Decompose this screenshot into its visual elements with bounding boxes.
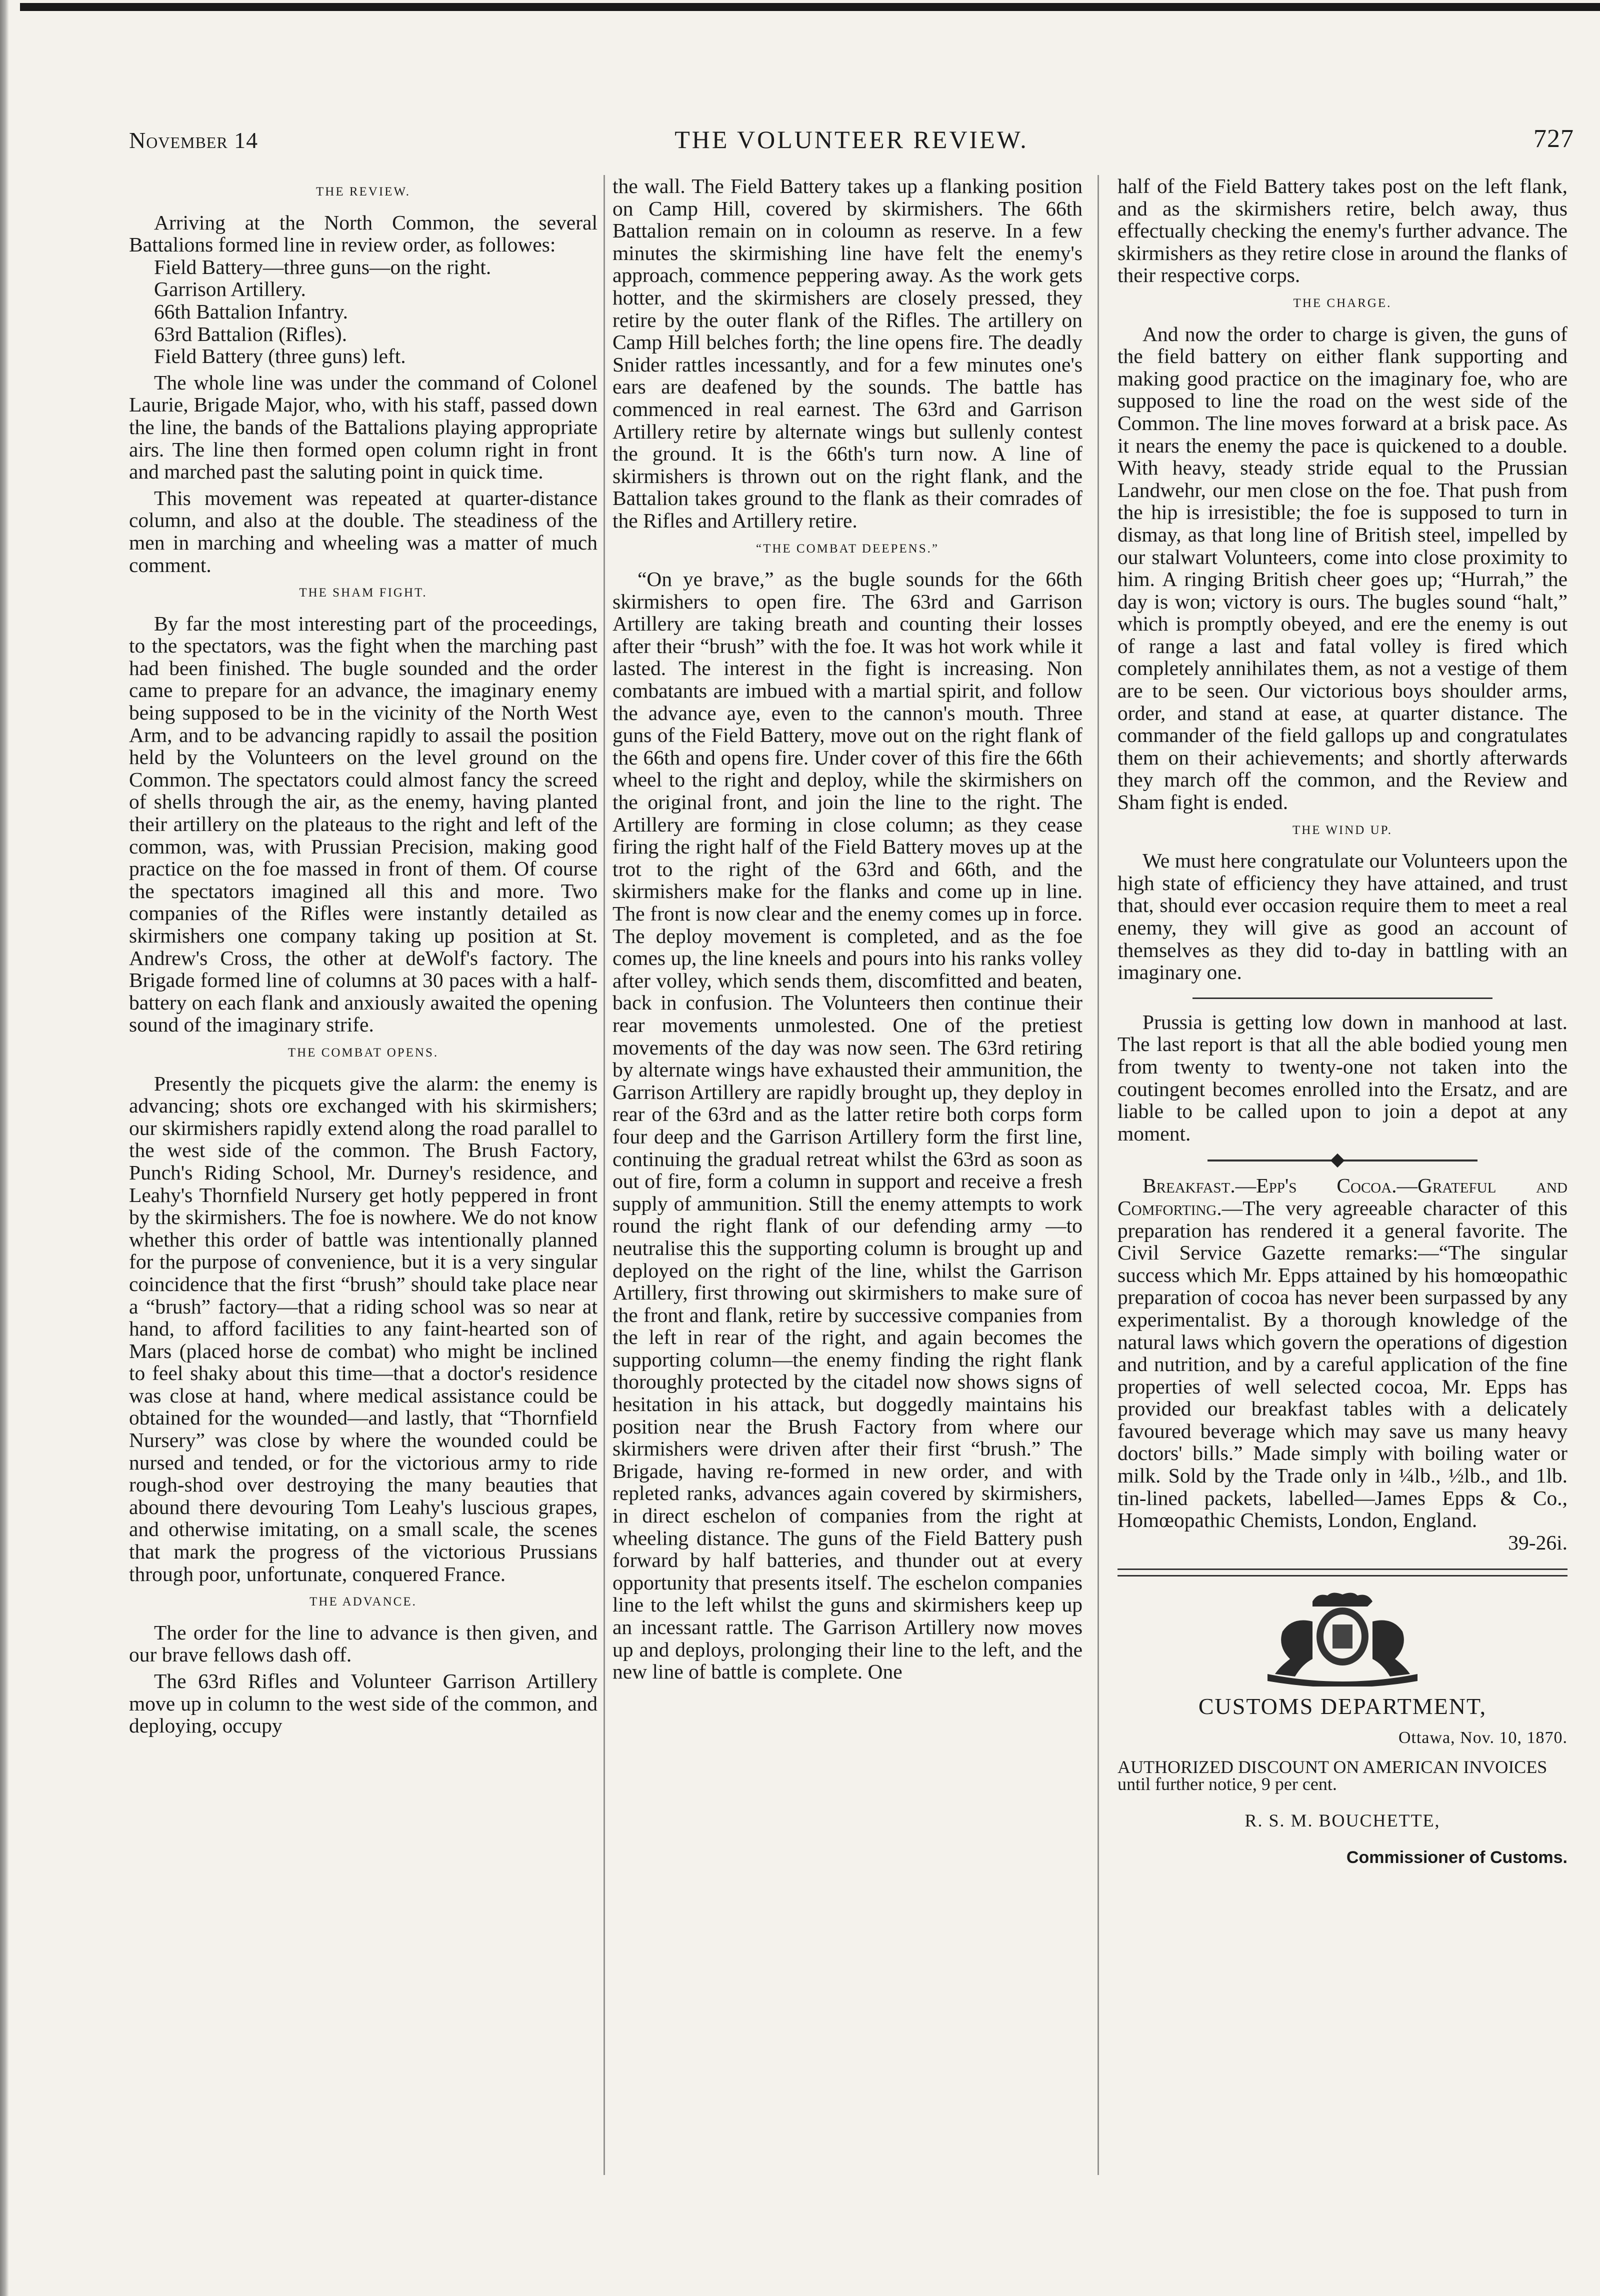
paragraph: The 63rd Rifles and Volunteer Garrison Artillery move up in column to the west side of the common, and deploying, occupy	[129, 1670, 598, 1738]
column-rule-2	[1098, 175, 1099, 2175]
ad-body: —The very agreeable character of this preparation has rendered it a general favorite. The Civil Service Gazette remarks:—“The singular success which Mr. Epps attained by his homœopathic preparation of cocoa has never been surpassed by any experimentalist. By a thorough knowledge of the natural laws which govern the operations of digestion and nutrition, and by a careful application of the fine properties of well selected cocoa, Mr. Epps has provided our breakfast tables with a delicately favoured beverage which may save us many heavy doctors' bills.” Made simply with boiling water or milk. Sold by the Trade only in ¼lb., ½lb., and 1lb. tin-lined packets, labelled—James Epps & Co., Homœopathic Chemists, London, England.	[1118, 1196, 1568, 1532]
paragraph: the wall. The Field Battery takes up a flanking position on Camp Hill, covered by skirmishers. The 66th Battalion remain on in coloumn as reserve. In a few minutes the skirmishing line have felt the enemy's approach, commence peppering away. As the work gets hotter, and the skirmishers are closely pressed, they retire by the outer flank of the Rifles. The artillery on Camp Hill belches forth; the line opens fire. The deadly Snider rattles incessantly, and for a few minutes one's ears are deafened by the sounds. The battle has commenced in real earnest. The 63rd and Garrison Artillery retire by alternate wings but sullenly contest the ground. It is the 66th's turn now. A line of skirmishers is thrown out on the right flank, and the Battalion takes ground to the flank as their comrades of the Rifles and Artillery retire.	[612, 174, 1082, 532]
paragraph: The whole line was under the command of Colonel Laurie, Brigade Major, who, with his staff, passed down the line, the bands of the Battalions playing appropriate airs. The line then formed open column right in front and marched past the saluting point in quick time.	[129, 370, 598, 484]
royal-coat-of-arms-icon	[1238, 1592, 1448, 1686]
ad-heading: Breakfast.—Epp's Cocoa.—Grateful and Comforting.	[1118, 1174, 1568, 1220]
top-border-rule	[20, 3, 1600, 11]
customs-date: Ottawa, Nov. 10, 1870.	[1398, 1728, 1568, 1748]
column-2	[612, 175, 1082, 1683]
list-item: 63rd Battalion (Rifles).	[154, 322, 348, 346]
page-number: 727	[1534, 124, 1574, 153]
divider	[1192, 998, 1492, 999]
prussia-paragraph: Prussia is getting low down in manhood at last. The last report is that all the able bodied young men from twenty to twenty-one not taken into the coutingent becomes enrolled into the Ersatz, and are liable to be called upon to join a depot at any moment.	[1118, 1010, 1568, 1145]
paragraph: This movement was repeated at quarter-distance column, and also at the double. The steadiness of the men in marching and wheeling was a matter of much comment.	[129, 486, 598, 576]
section-heading-combat-opens: THE COMBAT OPENS.	[288, 1046, 439, 1060]
section-heading-review: THE REVIEW.	[316, 185, 410, 198]
paragraph: By far the most interesting part of the proceedings, to the spectators, was the fight when the marching past had been finished. The bugle sounded and the order came to prepare for an advance, the imaginary enemy being supposed to be in the vicinity of the North West Arm, and to be advancing rapidly to assail the position held by the Volunteers on the level ground on the Common. The spectators could almost fancy the screed of shells through the air, as the enemy, having planted their artillery on the plateaus to the right and left of the common, was, with Prussian Precision, making good practice on the foe massed in front of them. Of course the spectators imagined all this and more. Two companies of the Rifles were instantly detailed as skirmishers one company taking up position at St. Andrew's Cross, the other at deWolf's factory. The Brigade formed line of columns at 30 paces with a half-battery on each flank and anxiously awaited the opening sound of the imaginary strife.	[129, 612, 598, 1036]
paragraph: half of the Field Battery takes post on the left flank, and as the skirmishers retire, belch away, thus effectually checking the enemy's further advance. The skirmishers as they retire close in around the flanks of their respective corps.	[1118, 174, 1568, 287]
customs-office: Commissioner of Customs.	[1346, 1848, 1568, 1868]
customs-signature: R. S. M. BOUCHETTE,	[1244, 1810, 1440, 1830]
column-3	[1118, 175, 1568, 1869]
list-item: Field Battery—three guns—on the right.	[154, 255, 492, 278]
paragraph: Presently the picquets give the alarm: the enemy is advancing; shots ore exchanged with his skirmishers; our skirmishers rapidly extend along the road parallel to the west side of the common. The Brush Factory, Punch's Riding School, Mr. Durney's residence, and Leahy's Thornfield Nursery get hotly peppered in front by the skirmishers. The foe is nowhere. We do not know whether this order of battle was intentionally planned for the purpose of convenience, but it is a very singular coincidence that the first “brush” should take place near a “brush” factory—that a riding school was so near at hand, to afford facilities to any faint-hearted son of Mars (placed horse de combat) who might be inclined to feel shaky about this time—that a doctor's residence was close at hand, where medical assistance could be obtained for the wounded—and lastly, that “Thornfield Nursery” was close by where the wounded could be nursed and tended, or for the victorious army to ride rough-shod over destroying the many beauties that abound there devouring Tom Leahy's luscious grapes, and otherwise imitating, on a small scale, the scenes that mark the progress of the victorious Prussians through poor, unfortunate, conquered France.	[129, 1072, 598, 1586]
column-rule-1	[604, 175, 605, 2175]
section-heading-charge: THE CHARGE.	[1293, 296, 1392, 310]
ornamental-divider	[1208, 1160, 1478, 1162]
review-order-list	[154, 256, 598, 368]
paragraph: “On ye brave,” as the bugle sounds for the 66th skirmishers to open fire. The 63rd and Garrison Artillery are taking breath and counting their losses after their “brush” with the foe. It was hot work while it lasted. The interest in the fight is increasing. Non combatants are imbued with a martial spirit, and follow the advance aye, even to the cannon's mouth. Three guns of the Field Battery, move out on the right flank of the 66th and opens fire. Under cover of this fire the 66th wheel to the right and deploy, while the skirmishers on the original front, and join the line to the right. The Artillery are forming in close column; as they cease firing the right half of the Field Battery moves up at the trot to the right of the 63rd and 66th, and the skirmishers make for the flanks and come up in line. The front is now clear and the enemy comes up in force. The deploy movement is completed, and as the foe comes up, the line kneels and pours into his ranks volley after volley, which sends them, discomfitted and beaten, back in confusion. The Volunteers then continue their rear movements unmolested. One of the pretiest movements of the day was now seen. The 63rd retiring by alternate wings have exhausted their ammunition, the Garrison Artillery are rapidly brought up, they deploy in rear of the 63rd and as the latter retire both corps form four deep and the Garrison Artillery form the first line, continuing the gradual retreat whilst the 63rd as soon as out of fire, form a column in support and receive a fresh supply of ammunition. Still the enemy attempts to work round the right flank of our defending army —to neutralise this the supporting column is brought up and deployed on the right of the line, whilst the Garrison Artillery, first throwing out skirmishers to make sure of the front and flank, retire by successive companies from the left in rear of the right, and again becomes the supporting column—the enemy finding the right flank thoroughly protected by the citadel now shows signs of hesitation in his attack, but doggedly maintains his position near the Brush Factory from where our skirmishers were driven after their first “brush.” The Brigade, having re-formed in new order, and with repleted ranks, advances again covered by skirmishers, in direct eschelon of companies from the right at wheeling distance. The guns of the Field Battery push forward by half batteries, and thunder out at every opportunity that presents itself. The eschelon companies line to the left whilst the guns and skirmishers keep up an incessant rattle. The Garrison Artillery now moves up and deploys, prolonging their line to the left, and the new line of battle is complete. One	[612, 568, 1082, 1684]
column-1	[129, 175, 598, 1737]
paragraph: Arriving at the North Common, the several Battalions formed line in review order, as followes:	[129, 210, 598, 256]
list-item: Field Battery (three guns) left.	[154, 344, 406, 368]
paragraph: We must here congratulate our Volunteers upon the high state of efficiency they have attained, and trust that, should ever occasion require them to meet a real enemy, they will give as good an account of themselves as they did to-day in battling with an imaginary one.	[1118, 849, 1568, 984]
section-heading-combat-deepens: “THE COMBAT DEEPENS.”	[756, 542, 939, 556]
section-heading-advance: THE ADVANCE.	[310, 1595, 417, 1609]
paragraph: The order for the line to advance is then given, and our brave fellows dash off.	[129, 1620, 598, 1666]
paragraph: And now the order to charge is given, the guns of the field battery on either flank supporting and making good practice on the imaginary foe, who are supposed to line the road on the west side of the Common. The line moves forward at a brisk pace. As it nears the enemy the pace is quickened to a double. With heavy, steady stride equal to the Prussian Landwehr, our men close on the foe. That push from the hip is irresistible; the foe is supposed to turn in dismay, as that long line of British steel, impelled by our stalwart Volunteers, come into close proximity to him. A ringing British cheer goes up; “Hurrah,” the day is won; victory is ours. The bugles sound “halt,” which is promptly obeyed, and ere the enemy is out of range a last and fatal volley is fired which completely annihilates them, as not a vestige of them are to be seen. Our victorious boys shoulder arms, order, and stand at ease, at quarter distance. The commander of the field gallops up and congratulates them on their achievements; and shortly afterwards they march off the common, and the Review and Sham fight is ended.	[1118, 322, 1568, 814]
cocoa-advertisement	[1118, 1174, 1568, 1532]
page-spine-shadow	[0, 0, 9, 2296]
list-item: Garrison Artillery.	[154, 278, 306, 301]
list-item: 66th Battalion Infantry.	[154, 300, 348, 323]
page-header	[129, 122, 1574, 157]
customs-title: CUSTOMS DEPARTMENT,	[1198, 1694, 1487, 1720]
ad-reference: 39-26i.	[1508, 1530, 1568, 1554]
customs-notice: AUTHORIZED DISCOUNT ON AMERICAN INVOICES until further notice, 9 per cent.	[1118, 1756, 1548, 1794]
section-heading-sham-fight: THE SHAM FIGHT.	[299, 586, 428, 600]
section-heading-wind-up: THE WIND UP.	[1292, 823, 1393, 837]
issue-date: November 14	[129, 128, 258, 153]
publication-title: THE VOLUNTEER REVIEW.	[674, 126, 1028, 154]
double-rule-divider	[1118, 1568, 1568, 1576]
